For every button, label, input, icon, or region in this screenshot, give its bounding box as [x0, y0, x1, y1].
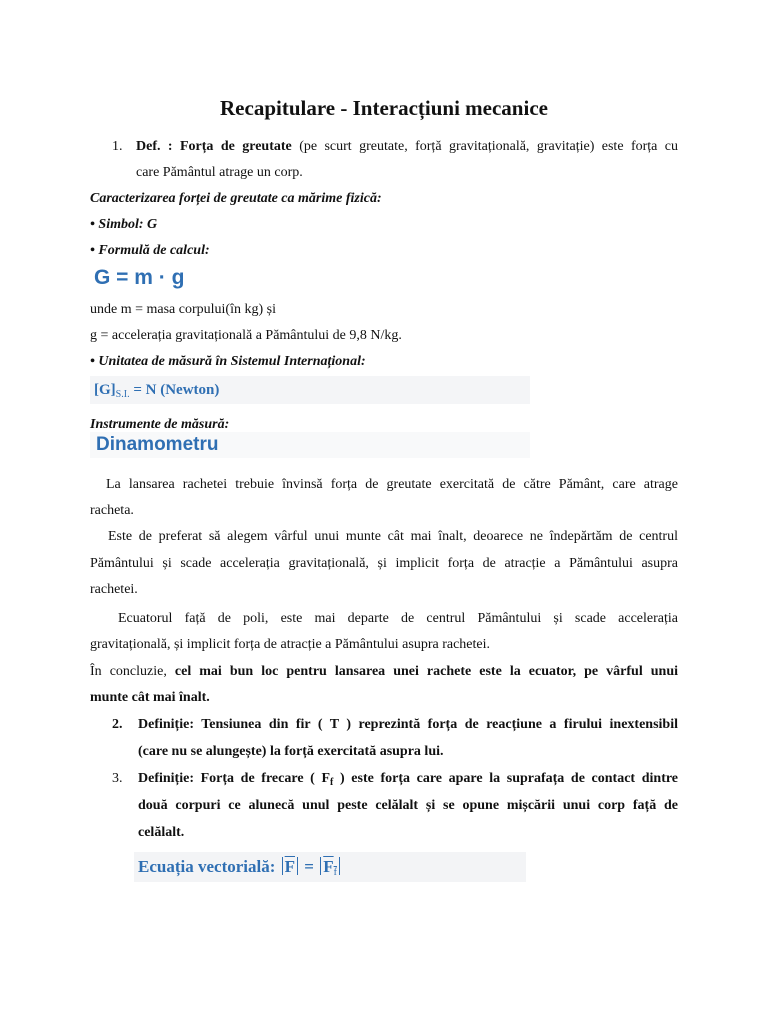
item3-line3: celălalt.	[138, 825, 185, 840]
item1-line1	[136, 134, 678, 160]
item1-line2: care Pământul atrage un corp.	[136, 165, 303, 180]
paragraph-1-line-1: La lansarea rachetei trebuie învinsă forța de greutate exercitată de către Pământ, care atrage	[106, 477, 678, 492]
item1-rest: (pe scurt greutate, forță gravitațională, gravitație) este forța cu	[299, 139, 679, 154]
dinamometru-heading: Dinamometru	[96, 434, 219, 455]
item2-line2: (care nu se alungește) la forță exercitată asupra lui.	[138, 744, 444, 759]
def-label: Def. :	[136, 139, 173, 154]
simbol-line: • Simbol: G	[90, 217, 158, 232]
paragraph-2-line-3: rachetei.	[90, 582, 138, 597]
paragraph-2-line-2: Pământului și scade accelerația gravitațională, și implicit forța de atracție a Pământului asupra	[90, 556, 678, 571]
paragraph-3-line-2: gravitațională, și implicit forța de atracție a Pământului asupra rachetei.	[90, 637, 491, 652]
unde-line: unde m = masa corpului(în kg) și	[90, 302, 276, 317]
formula-g-equals-mg: G = m · g	[94, 266, 185, 289]
item3-line1: Definiție: Forța de frecare ( $F_f$ ) este forța care apare la suprafața de contact dintre	[138, 771, 679, 788]
list-number-1: 1.	[112, 139, 123, 154]
conclusion-line-2: munte cât mai înalt.	[90, 690, 210, 705]
paragraph-1-line-2: racheta.	[90, 503, 134, 518]
page-title: Recapitulare - Interacțiuni mecanice	[220, 96, 548, 120]
caracterizarea-heading: Caracterizarea forței de greutate ca mărime fizică:	[90, 191, 382, 206]
g-definition-line: g = accelerația gravitațională a Pământului de 9,8 N/kg.	[90, 328, 402, 343]
unitatea-heading: • Unitatea de măsură în Sistemul Internațional:	[90, 354, 366, 369]
paragraph-3-line-1: Ecuatorul față de poli, este mai departe de centrul Pământului și scade accelerația	[118, 611, 678, 626]
item2-line1: Definiție: Tensiunea din fir ( T ) reprezintă forța de reacțiune a firului inextensibil	[138, 717, 678, 732]
si-unit-formula: $[G]_{S.I.} = N$ (Newton)	[94, 382, 220, 400]
formula-label: • Formulă de calcul:	[90, 243, 210, 258]
vector-ff: $F_f$	[323, 857, 337, 878]
instrumente-heading: Instrumente de măsură:	[90, 417, 230, 432]
vector-equation: Ecuația vectorială: $\overline{F} = F_f$	[138, 854, 342, 886]
term-forta-de-greutate: Forța de greutate	[180, 139, 292, 154]
paragraph-2-line-1: Este de preferat să alegem vârful unui munte cât mai înalt, deoarece ne îndepărtăm de centrul	[108, 529, 678, 544]
item3-line2: două corpuri ce alunecă unul peste celălalt și se opune mișcării unui corp față de	[138, 798, 678, 813]
vector-f: $\overline{F}$	[284, 857, 296, 876]
list-number-2: 2.	[112, 717, 123, 732]
list-number-3: 3.	[112, 771, 123, 786]
conclusion-line-1: În concluzie, cel mai bun loc pentru lansarea unei rachete este la ecuator, pe vârful unui	[90, 664, 679, 679]
